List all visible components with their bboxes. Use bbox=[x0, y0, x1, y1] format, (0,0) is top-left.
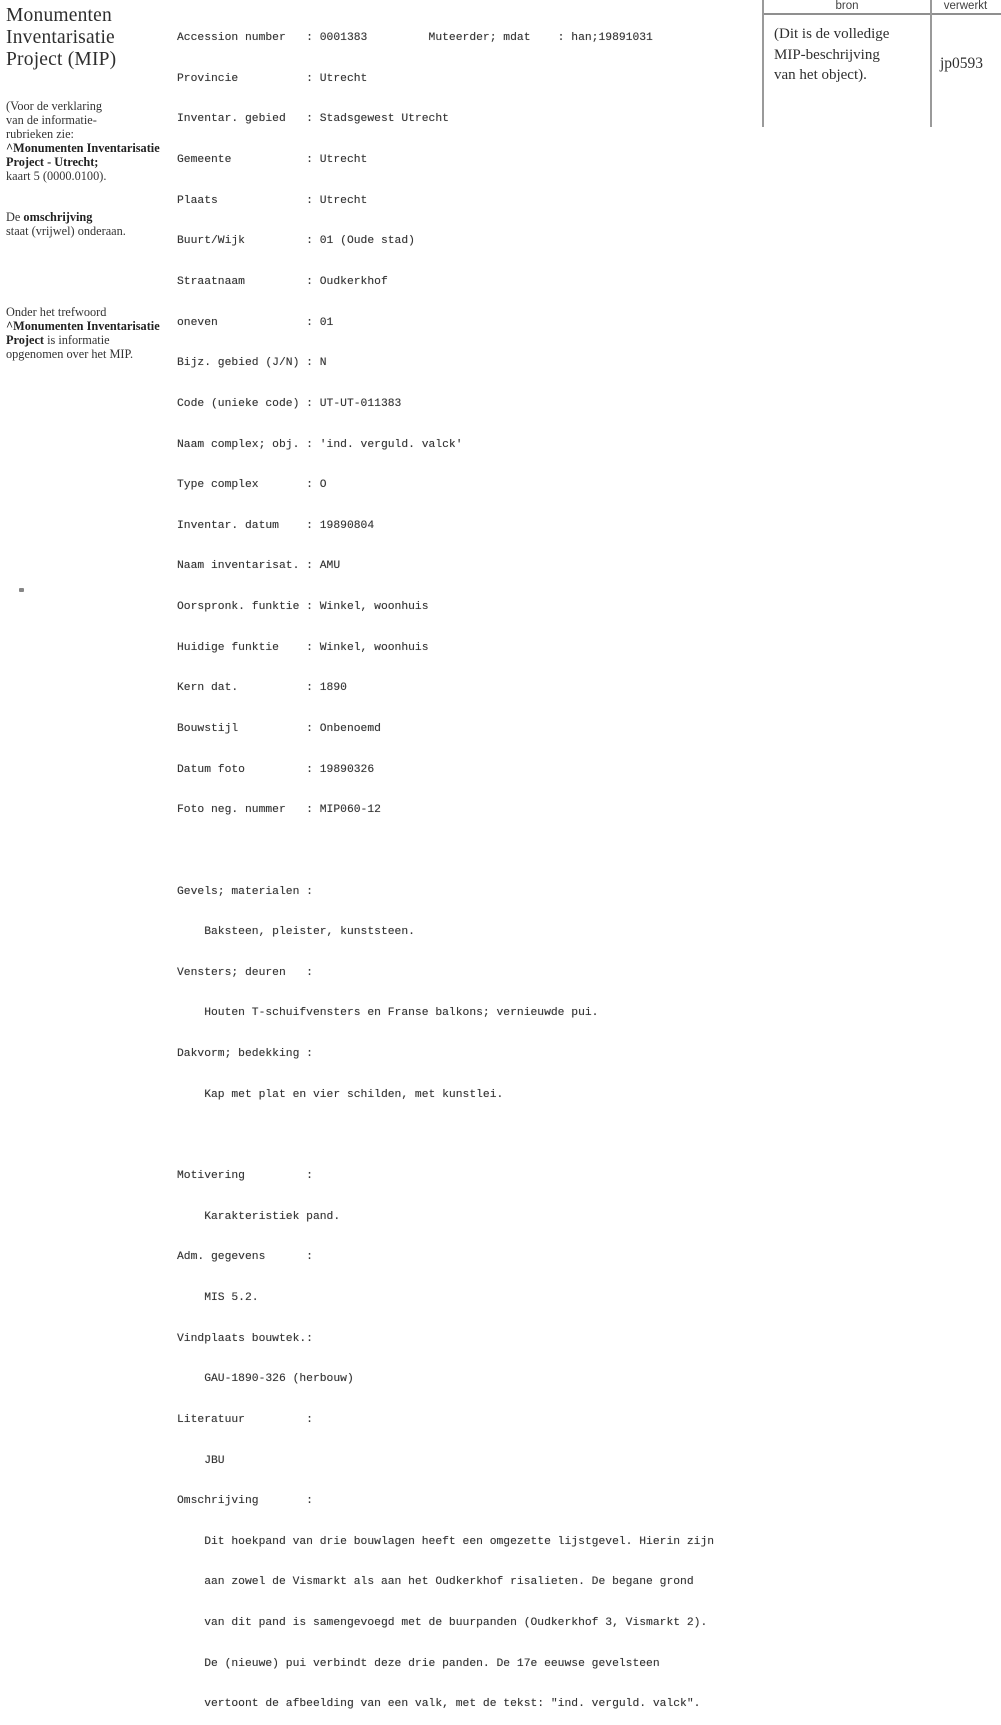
page-title bbox=[6, 5, 116, 71]
record-line-inventar-datum: Inventar. datum : 19890804 bbox=[177, 519, 375, 532]
record-line-dakvorm-value: Kap met plat en vier schilden, met kunstlei. bbox=[177, 1088, 504, 1101]
note-line bbox=[6, 320, 160, 334]
note-line: rubrieken zie: bbox=[6, 126, 74, 141]
record-line-omschrijving-text: aan zowel de Vismarkt als aan het Oudkerkhof risalieten. De begane grond bbox=[177, 1576, 694, 1589]
bron-cell-line: (Dit is de volledige bbox=[774, 26, 890, 42]
record-line-naam-complex: Naam complex; obj. : 'ind. verguld. valck' bbox=[177, 438, 463, 451]
record-line-literatuur-value: JBU bbox=[177, 1454, 225, 1467]
bron-cell bbox=[774, 24, 889, 86]
record-line-gevels-value: Baksteen, pleister, kunststeen. bbox=[177, 926, 415, 939]
bold-reference: ^Monumenten Inventarisatie bbox=[6, 140, 160, 155]
note-line: staat (vrijwel) onderaan. bbox=[6, 223, 126, 238]
record-line-literatuur-label: Literatuur : bbox=[177, 1413, 313, 1426]
bold-reference: Project - Utrecht; bbox=[6, 154, 99, 169]
record-line-gemeente: Gemeente : Utrecht bbox=[177, 154, 368, 167]
mip-record bbox=[177, 5, 714, 1725]
record-line-motivering-label: Motivering : bbox=[177, 1170, 313, 1183]
note-line bbox=[6, 211, 126, 225]
bold-keyword: omschrijving bbox=[23, 210, 93, 224]
margin-note-omschrijving bbox=[6, 211, 126, 239]
record-line-omschrijving-text: van dit pand is samengevoegd met de buurpanden (Oudkerkhof 3, Vismarkt 2). bbox=[177, 1617, 708, 1630]
record-line-inventar-gebied: Inventar. gebied : Stadsgewest Utrecht bbox=[177, 113, 449, 126]
record-line-type-complex: Type complex : O bbox=[177, 479, 327, 492]
verwerkt-cell-value: jp0593 bbox=[940, 55, 984, 72]
record-line-bouwstijl: Bouwstijl : Onbenoemd bbox=[177, 722, 381, 735]
record-line-gevels-label: Gevels; materialen : bbox=[177, 885, 313, 898]
record-line-code: Code (unieke code) : UT-UT-011383 bbox=[177, 397, 402, 410]
margin-note-verklaring bbox=[6, 100, 160, 183]
bron-cell-line: MIP-beschrijving bbox=[774, 46, 880, 63]
record-line-vensters-value: Houten T-schuifvensters en Franse balkons; vernieuwde pui. bbox=[177, 1007, 599, 1020]
page-title-line: Monumenten bbox=[6, 5, 112, 26]
record-line-straatnaam: Straatnaam : Oudkerkhof bbox=[177, 275, 388, 288]
note-text: is informatie bbox=[44, 332, 110, 347]
record-line-naam-inventarisat: Naam inventarisat. : AMU bbox=[177, 560, 341, 573]
record-line-omschrijving-label: Omschrijving : bbox=[177, 1495, 313, 1508]
column-header-verwerkt: verwerkt bbox=[943, 0, 988, 12]
bold-reference: Project bbox=[6, 332, 45, 347]
note-line bbox=[6, 142, 160, 156]
note-line: kaart 5 (0000.0100). bbox=[6, 168, 107, 183]
record-line-omschrijving-text: De (nieuwe) pui verbindt deze drie panden. De 17e eeuwse gevelsteen bbox=[177, 1657, 660, 1670]
record-line-provincie: Provincie : Utrecht bbox=[177, 72, 368, 85]
record-line-omschrijving-text: Dit hoekpand van drie bouwlagen heeft een omgezette lijstgevel. Hierin zijn bbox=[177, 1535, 715, 1548]
record-line-kern-dat: Kern dat. : 1890 bbox=[177, 682, 347, 695]
record-line-datum-foto: Datum foto : 19890326 bbox=[177, 763, 375, 776]
record-line-huidige-funktie: Huidige funktie : Winkel, woonhuis bbox=[177, 641, 429, 654]
record-line-vindplaats-label: Vindplaats bouwtek.: bbox=[177, 1332, 313, 1345]
bron-cell-line: van het object). bbox=[774, 67, 867, 83]
note-line: opgenomen over het MIP. bbox=[6, 346, 134, 361]
note-line: Onder het trefwoord bbox=[6, 305, 107, 319]
record-line-plaats: Plaats : Utrecht bbox=[177, 194, 368, 207]
record-line-bijz-gebied: Bijz. gebied (J/N) : N bbox=[177, 357, 327, 370]
note-line bbox=[6, 334, 160, 348]
record-line-blank bbox=[177, 1129, 714, 1143]
note-line: (Voor de verklaring bbox=[6, 99, 103, 113]
record-line-blank bbox=[177, 845, 714, 859]
bold-reference: ^Monumenten Inventarisatie bbox=[6, 318, 160, 333]
record-line-foto-neg-nummer: Foto neg. nummer : MIP060-12 bbox=[177, 804, 381, 817]
record-line-oorspronk-funktie: Oorspronk. funktie : Winkel, woonhuis bbox=[177, 601, 429, 614]
scan-artifact-dot bbox=[19, 588, 24, 592]
column-divider-line bbox=[930, 0, 932, 127]
margin-note-trefwoord bbox=[6, 306, 160, 362]
note-line: van de informatie- bbox=[6, 112, 97, 127]
record-line-oneven: oneven : 01 bbox=[177, 316, 334, 329]
record-line-vindplaats-value: GAU-1890-326 (herbouw) bbox=[177, 1373, 354, 1386]
note-line bbox=[6, 156, 160, 170]
record-line-vensters-label: Vensters; deuren : bbox=[177, 966, 313, 979]
record-line-buurt-wijk: Buurt/Wijk : 01 (Oude stad) bbox=[177, 235, 415, 248]
status-table-header bbox=[764, 0, 1001, 15]
record-line-dakvorm-label: Dakvorm; bedekking : bbox=[177, 1048, 313, 1061]
column-header-bron: bron bbox=[835, 0, 859, 12]
record-line-adm-gegevens-value: MIS 5.2. bbox=[177, 1291, 259, 1304]
record-line-omschrijving-text: vertoont de afbeelding van een valk, met de tekst: "ind. verguld. valck". bbox=[177, 1698, 701, 1711]
note-text: De bbox=[6, 210, 24, 224]
status-table bbox=[762, 0, 1001, 127]
page-title-line: Project (MIP) bbox=[6, 49, 117, 70]
page-title-line: Inventarisatie bbox=[6, 27, 115, 48]
record-line-motivering-value: Karakteristiek pand. bbox=[177, 1210, 341, 1223]
record-line-adm-gegevens-label: Adm. gegevens : bbox=[177, 1251, 313, 1264]
record-line-accession-muteerder: Accession number : 0001383 Muteerder; mdat : han;19891031 bbox=[177, 32, 653, 45]
